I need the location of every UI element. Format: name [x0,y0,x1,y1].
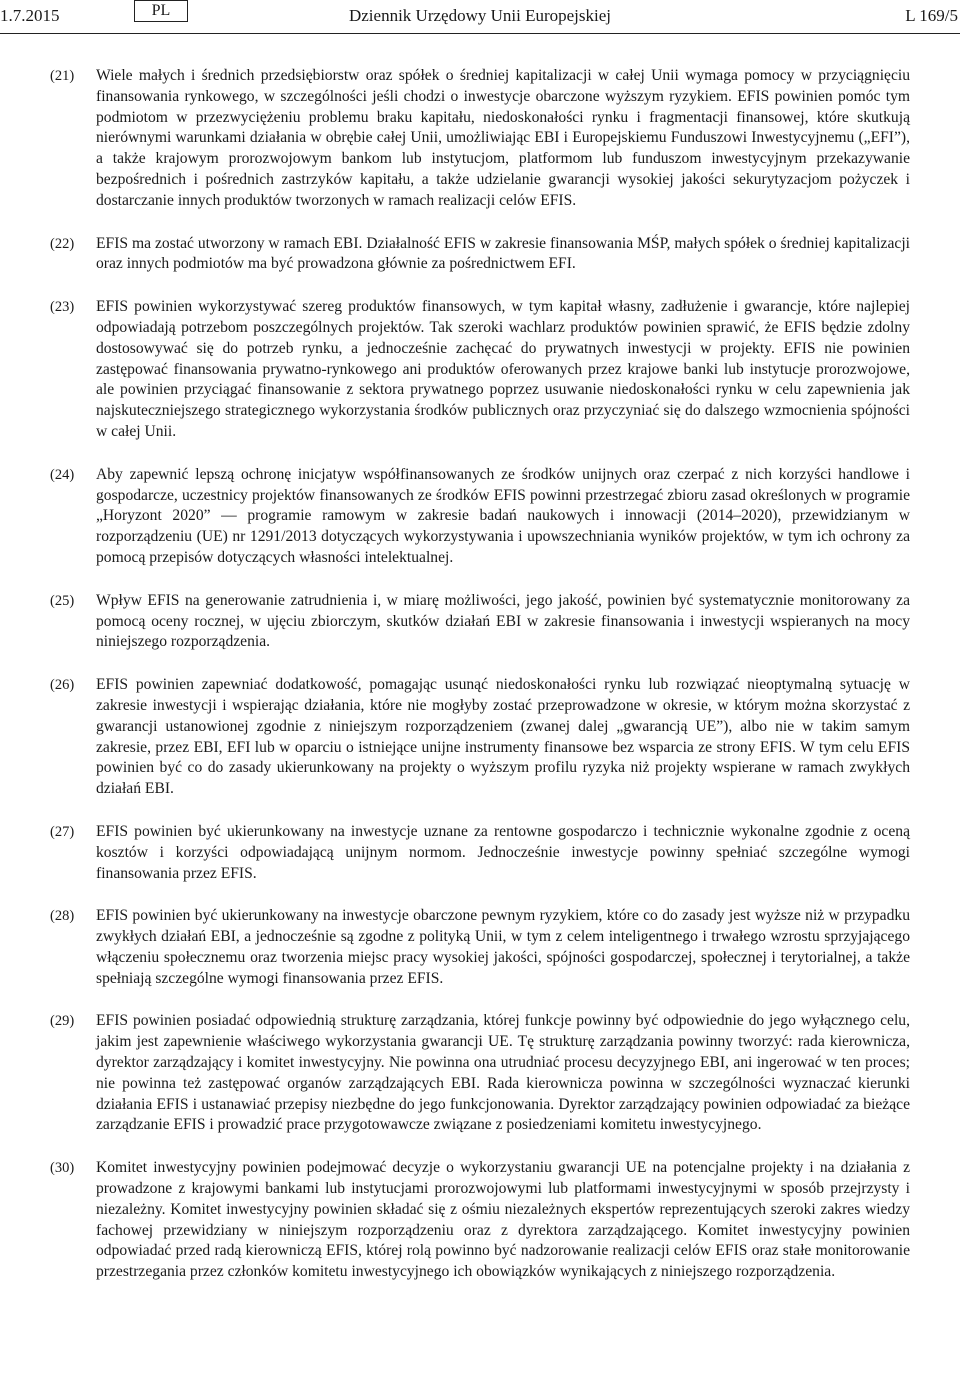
language-badge: PL [134,0,188,22]
recital-22 [0,234,960,276]
recital-23 [0,297,960,443]
recital-number: (23) [50,299,75,316]
recital-number: (21) [50,68,75,84]
publication-date: 1.7.2015 [0,6,60,25]
recital-25 [0,591,960,653]
recitals-list [0,66,960,1305]
recital-number: (26) [50,677,75,694]
page-header [0,0,960,34]
recital-number: (24) [50,466,75,483]
recital-number: (25) [50,592,75,609]
recital-30 [0,1158,960,1283]
recital-number: (30) [50,1160,75,1177]
recital-29 [0,1011,960,1136]
recital-28 [0,906,960,989]
recital-26 [0,675,960,800]
recital-number: (22) [50,235,75,252]
recital-27 [0,822,960,884]
recital-text: Wpływ EFIS na generowanie zatrudnienia i, w miarę możliwości, jego jakość, powinien być systematycznie monitorowany za pomocą oceny rocznej, w ujęciu zbiorczym, skutków działań EBI w zakresie finansowania i inwestycji wspieranych na mocy niniejszego rozporządzenia. [96,591,910,651]
recital-text: EFIS powinien być ukierunkowany na inwestycje obarczone pewnym ryzykiem, które co do zasady jest wyższe niż w przypadku zwykłych działań EBI, a jednocześnie są zgodne z polityką Unii, w tym z celem inteligentnego i trwałego wzrostu sprzyjającego włączeniu społecznemu oraz tworzenia miejsc pracy wysokiej jakości, spójności gospodarczej, społecznej i terytorialnej, a także spełniają szczególne wymogi finansowania przez EFIS. [96,907,910,987]
recital-text: EFIS powinien zapewniać dodatkowość, pomagając usunąć niedoskonałości rynku lub rozwiązać nieoptymalną sytuację w zakresie inwestycji i wspierając działania, które nie mogłyby zostać przeprowadzone w okresie, w którym można skorzystać z gwarancji ustanowionej zgodnie z niniejszym rozporządzeniem (zwanej dalej „gwarancją UE”), albo nie w takim samym zakresie, przez EBI, EFI lub w oparciu o istniejące unijne instrumenty finansowe bez wsparcia ze strony EFIS. W tym celu EFIS powinien być co do zasady ukierunkowany na projekty o wyższym profilu ryzyka niż projekty wspierane w ramach zwykłych działań EBI. [96,676,910,798]
recital-text: EFIS powinien być ukierunkowany na inwestycje uznane za rentowne gospodarczo i technicznie wykonalne zgodnie z oceną kosztów i korzyści odpowiadającą unijnym normom. Jednocześnie inwestycje powinny spełniać szczególne wymogi finansowania przez EFIS. [96,822,910,882]
recital-21 [0,66,960,212]
page-number: L 169/5 [905,6,958,25]
recital-24 [0,465,960,569]
recital-number: (27) [50,823,75,840]
recital-text: EFIS ma zostać utworzony w ramach EBI. Działalność EFIS w zakresie finansowania MŚP, małych spółek o średniej kapitalizacji oraz innych podmiotów ma być prowadzona głównie za pośrednictwem EFI. [96,234,910,273]
recital-text: Wiele małych i średnich przedsiębiorstw oraz spółek o średniej kapitalizacji w całej Unii wymaga pomocy w przyciągnięciu finansowania rynkowego, w szczególności jeśli chodzi o inwestycje obarczone wyższym ryzykiem. EFIS powinien pomóc tym podmiotom w przezwyciężeniu problemu braku kapitału, niedoskonałości rynku i fragmentacji finansowej, które skutkują nierównymi warunkami działania w obrębie całej Unii, umożliwiając EBI i Europejskiemu Funduszowi Inwestycyjnemu („EFI”), a także krajowym prorozwojowym bankom lub instytucjom, platformom lub funduszom inwestycyjnym przekazywanie bezpośrednich i pośrednich zastrzyków kapitału, a także udzielanie gwarancji wysokiej jakości sekurytyzacjom pożyczek i dostarczanie innych produktów tworzonych w ramach realizacji celów EFIS. [96,67,910,209]
recital-text: EFIS powinien posiadać odpowiednią strukturę zarządzania, której funkcje powinny być odpowiednie do jego wyłącznego celu, jakim jest zapewnienie właściwego wykorzystania gwarancji UE. Tę strukturę zarządzania powinny tworzyć: rada kierownicza, dyrektor zarządzający i komitet inwestycyjny. Nie powinna ona utrudniać procesu decyzyjnego EBI, ani ingerować w ten proces; nie powinna też zastępować organów zarządzających EBI. Rada kierownicza powinna w szczególności wyznaczać kierunki działania EFIS i ustanawiać przepisy niezbędne do jego funkcjonowania. Dyrektor zarządzający powinien odpowiadać za bieżące zarządzanie EFIS i prowadzić prace przygotowawcze związane z posiedzeniami komitetu inwestycyjnego. [96,1012,910,1134]
journal-title: Dziennik Urzędowy Unii Europejskiej [348,6,611,25]
recital-number: (29) [50,1013,75,1030]
recital-text: Aby zapewnić lepszą ochronę inicjatyw współfinansowanych ze środków unijnych oraz czerpać z nich korzyści handlowe i gospodarcze, uczestnicy projektów finansowanych ze środków EFIS powinni przestrzegać zbioru zasad określonych w programie „Horyzont 2020” — programie ramowym w zakresie badań naukowych i innowacji (2014–2020), przewidzianym w rozporządzeniu (UE) nr 1291/2013 dotyczących wykorzystywania i upowszechniania wyników projektów, w tym ich ochrony za pomocą przepisów dotyczących własności intelektualnej. [96,465,910,566]
recital-text: EFIS powinien wykorzystywać szereg produktów finansowych, w tym kapitał własny, zadłużenie i gwarancje, które najlepiej odpowiadają potrzebom poszczególnych projektów. Tak szeroki wachlarz produktów powinien sprawić, że EFIS będzie zdolny dostosowywać się do potrzeb rynku, a jednocześnie zachęcać do prywatnych inwestycji w projekty. EFIS nie powinien zastępować finansowania prywatno-rynkowego ani produktów oferowanych przez krajowe banki lub instytucje prorozwojowe, ale powinien przyciągać finansowanie z sektora prywatnego poprzez usuwanie niedoskonałości rynku w celu zapewnienia jak najskuteczniejszego strategicznego wykorzystania środków publicznych oraz przyczyniać się do dalszego wzmocnienia spójności w całej Unii. [96,298,910,440]
recital-number: (28) [50,908,75,925]
recital-text: Komitet inwestycyjny powinien podejmować decyzje o wykorzystaniu gwarancji UE na potencjalne projekty i na działania z prowadzone z krajowymi bankami lub instytucjami prorozwojowymi lub platformami inwestycyjnymi w sposób przejrzysty i niezależny. Komitet inwestycyjny powinien składać się z ośmiu niezależnych ekspertów reprezentujących szeroki zakres wiedzy fachowej przewidziany w niniejszym rozporządzeniu oraz z dyrektora zarządzającego. Komitet inwestycyjny powinien odpowiadać przed radą kierowniczą EFIS, której rolą powinno być nadzorowanie realizacji celów EFIS oraz stałe monitorowanie przestrzegania przez członków komitetu inwestycyjnego ich obowiązków wynikających z niniejszego rozporządzenia. [96,1159,910,1281]
header-rule [0,33,960,34]
